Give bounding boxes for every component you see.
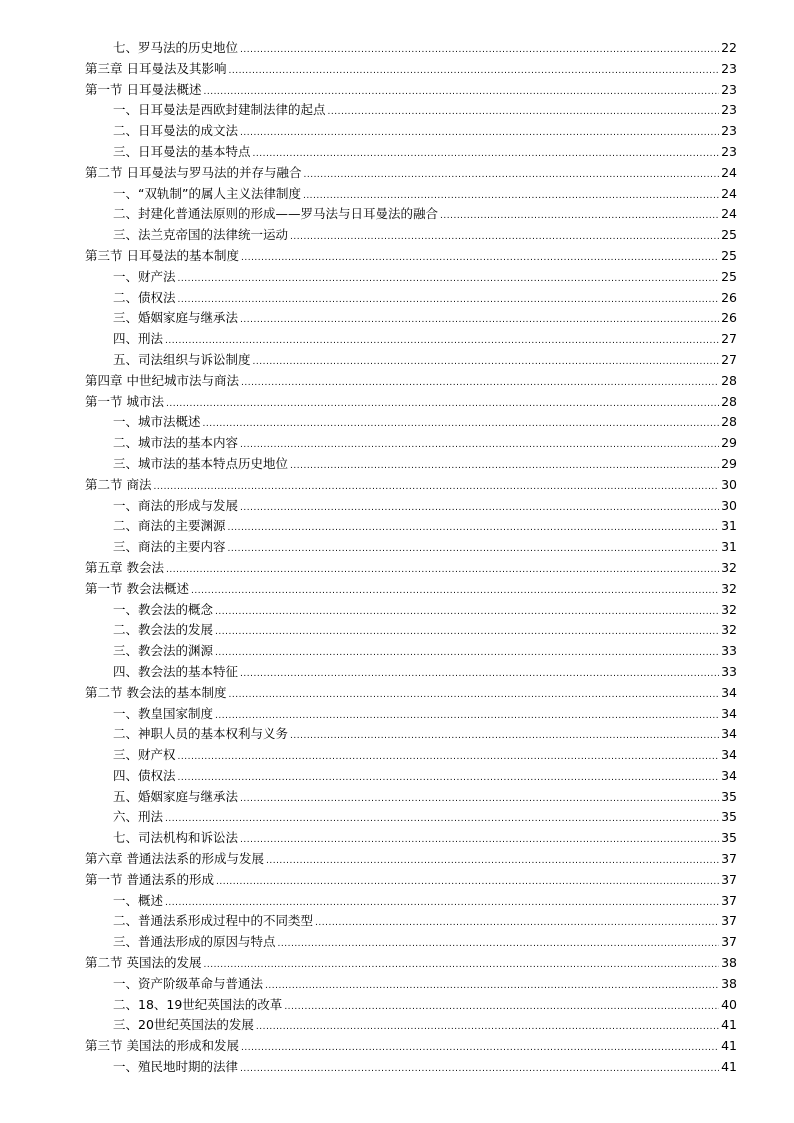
toc-leader-dots: [178, 768, 720, 789]
toc-entry-page-number: 37: [721, 892, 737, 908]
toc-entry-page-number: 34: [721, 726, 737, 742]
toc-entry-title: 二、18、19世纪英国法的改革: [113, 996, 283, 1012]
toc-entry-section[interactable]: [85, 267, 737, 288]
toc-entry-page-number: 24: [721, 206, 737, 222]
toc-leader-dots: [216, 872, 719, 893]
toc-leader-dots: [290, 726, 719, 747]
toc-entry-title: 一、财产法: [113, 268, 176, 284]
toc-leader-dots: [440, 206, 719, 227]
toc-entry-title: 二、教会法的发展: [113, 622, 214, 638]
toc-entry-title: 四、刑法: [113, 331, 164, 347]
toc-entry-page-number: 34: [721, 705, 737, 721]
toc-entry-page-number: 32: [721, 559, 737, 575]
toc-leader-dots: [203, 414, 720, 435]
toc-entry-page-number: 37: [721, 934, 737, 950]
toc-entry-section[interactable]: [85, 807, 737, 828]
toc-entry-section[interactable]: [85, 454, 737, 475]
toc-entry-chapter[interactable]: [85, 1036, 737, 1057]
toc-entry-page-number: 41: [721, 1059, 737, 1075]
toc-entry-section[interactable]: [85, 204, 737, 225]
toc-leader-dots: [165, 809, 719, 830]
toc-entry-page-number: 26: [721, 310, 737, 326]
toc-entry-chapter[interactable]: [85, 392, 737, 413]
toc-leader-dots: [241, 373, 719, 394]
toc-leader-dots: [178, 747, 720, 768]
toc-entry-page-number: 41: [721, 1017, 737, 1033]
toc-entry-chapter[interactable]: [85, 953, 737, 974]
toc-entry-page-number: 26: [721, 289, 737, 305]
toc-entry-page-number: 37: [721, 913, 737, 929]
toc-entry-section[interactable]: [85, 1015, 737, 1036]
toc-entry-page-number: 25: [721, 268, 737, 284]
toc-entry-title: 第三节 美国法的形成和发展: [85, 1038, 239, 1054]
toc-entry-page-number: 29: [721, 435, 737, 451]
toc-entry-title: 一、商法的形成与发展: [113, 497, 239, 513]
toc-leader-dots: [266, 851, 719, 872]
toc-leader-dots: [153, 477, 719, 498]
toc-entry-page-number: 24: [721, 164, 737, 180]
toc-entry-section[interactable]: [85, 288, 737, 309]
toc-leader-dots: [240, 123, 719, 144]
toc-entry-section[interactable]: [85, 121, 737, 142]
toc-entry-page-number: 35: [721, 788, 737, 804]
toc-entry-page-number: 27: [721, 331, 737, 347]
toc-entry-page-number: 38: [721, 955, 737, 971]
toc-leader-dots: [215, 706, 719, 727]
toc-leader-dots: [203, 82, 719, 103]
toc-entry-page-number: 30: [721, 476, 737, 492]
toc-leader-dots: [240, 310, 719, 331]
toc-entry-title: 一、日耳曼法是西欧封建制法律的起点: [113, 102, 326, 118]
toc-entry-section[interactable]: [85, 600, 737, 621]
toc-entry-section[interactable]: [85, 225, 737, 246]
toc-entry-title: 五、婚姻家庭与继承法: [113, 788, 239, 804]
toc-entry-section[interactable]: [85, 911, 737, 932]
toc-leader-dots: [215, 643, 719, 664]
toc-entry-page-number: 41: [721, 1038, 737, 1054]
toc-leader-dots: [203, 955, 719, 976]
toc-entry-chapter[interactable]: [85, 870, 737, 891]
toc-leader-dots: [303, 186, 719, 207]
toc-entry-title: 七、司法机构和诉讼法: [113, 830, 239, 846]
toc-entry-section[interactable]: [85, 142, 737, 163]
toc-leader-dots: [228, 539, 720, 560]
toc-entry-title: 二、商法的主要渊源: [113, 518, 226, 534]
toc-entry-page-number: 23: [721, 123, 737, 139]
toc-leader-dots: [253, 144, 720, 165]
toc-leader-dots: [215, 602, 719, 623]
toc-leader-dots: [241, 1038, 719, 1059]
toc-leader-dots: [253, 352, 720, 373]
toc-entry-page-number: 33: [721, 643, 737, 659]
toc-entry-section[interactable]: [85, 745, 737, 766]
toc-leader-dots: [166, 560, 719, 581]
toc-entry-title: 第二节 商法: [85, 476, 152, 492]
toc-entry-title: 第一节 普通法系的形成: [85, 871, 214, 887]
toc-entry-title: 第一节 城市法: [85, 393, 164, 409]
toc-entry-title: 五、司法组织与诉讼制度: [113, 351, 251, 367]
toc-entry-page-number: 34: [721, 747, 737, 763]
toc-entry-section[interactable]: [85, 641, 737, 662]
toc-entry-section[interactable]: [85, 496, 737, 517]
toc-entry-section[interactable]: [85, 932, 737, 953]
toc-entry-title: 四、债权法: [113, 767, 176, 783]
toc-entry-title: 三、城市法的基本特点历史地位: [113, 455, 289, 471]
toc-leader-dots: [240, 435, 719, 456]
table-of-contents: [85, 38, 737, 1078]
toc-leader-dots: [240, 40, 719, 61]
toc-leader-dots: [290, 227, 719, 248]
toc-leader-dots: [228, 61, 719, 82]
toc-entry-section[interactable]: [85, 100, 737, 121]
toc-entry-section[interactable]: [85, 329, 737, 350]
toc-entry-page-number: 30: [721, 497, 737, 513]
toc-entry-title: 第二节 教会法的基本制度: [85, 684, 227, 700]
toc-entry-page-number: 28: [721, 414, 737, 430]
toc-entry-section[interactable]: [85, 620, 737, 641]
toc-entry-page-number: 37: [721, 871, 737, 887]
toc-entry-section[interactable]: [85, 38, 737, 59]
toc-entry-page-number: 32: [721, 580, 737, 596]
toc-entry-title: 三、教会法的渊源: [113, 643, 214, 659]
toc-entry-chapter[interactable]: [85, 59, 737, 80]
toc-entry-section[interactable]: [85, 412, 737, 433]
toc-entry-title: 第三节 日耳曼法的基本制度: [85, 247, 239, 263]
toc-leader-dots: [191, 581, 719, 602]
toc-entry-page-number: 38: [721, 975, 737, 991]
toc-entry-title: 一、殖民地时期的法律: [113, 1059, 239, 1075]
toc-leader-dots: [240, 1059, 719, 1080]
toc-leader-dots: [228, 518, 720, 539]
toc-entry-section[interactable]: [85, 184, 737, 205]
toc-entry-title: 二、封建化普通法原则的形成——罗马法与日耳曼法的融合: [113, 206, 439, 222]
toc-entry-section[interactable]: [85, 724, 737, 745]
toc-entry-page-number: 32: [721, 622, 737, 638]
toc-entry-page-number: 34: [721, 684, 737, 700]
toc-entry-chapter[interactable]: [85, 849, 737, 870]
toc-leader-dots: [265, 976, 719, 997]
toc-entry-page-number: 23: [721, 60, 737, 76]
toc-leader-dots: [228, 685, 719, 706]
toc-entry-title: 二、日耳曼法的成文法: [113, 123, 239, 139]
toc-entry-title: 一、资产阶级革命与普通法: [113, 975, 264, 991]
toc-entry-title: 第六章 普通法法系的形成与发展: [85, 851, 264, 867]
toc-leader-dots: [240, 664, 719, 685]
toc-entry-chapter[interactable]: [85, 579, 737, 600]
toc-entry-title: 第一节 日耳曼法概述: [85, 81, 202, 97]
toc-entry-chapter[interactable]: [85, 246, 737, 267]
toc-leader-dots: [303, 165, 719, 186]
toc-entry-page-number: 31: [721, 518, 737, 534]
toc-leader-dots: [240, 830, 719, 851]
toc-entry-section[interactable]: [85, 828, 737, 849]
toc-leader-dots: [284, 997, 719, 1018]
toc-entry-title: 二、债权法: [113, 289, 176, 305]
toc-entry-title: 二、神职人员的基本权利与义务: [113, 726, 289, 742]
toc-entry-title: 一、城市法概述: [113, 414, 201, 430]
toc-entry-page-number: 34: [721, 767, 737, 783]
toc-leader-dots: [165, 893, 719, 914]
toc-entry-page-number: 25: [721, 227, 737, 243]
toc-entry-title: 第五章 教会法: [85, 559, 164, 575]
toc-entry-chapter[interactable]: [85, 163, 737, 184]
toc-entry-chapter[interactable]: [85, 80, 737, 101]
toc-entry-section[interactable]: [85, 995, 737, 1016]
toc-entry-page-number: 33: [721, 663, 737, 679]
toc-leader-dots: [278, 934, 720, 955]
toc-entry-page-number: 29: [721, 455, 737, 471]
toc-entry-page-number: 35: [721, 809, 737, 825]
toc-entry-section[interactable]: [85, 308, 737, 329]
toc-leader-dots: [256, 1017, 719, 1038]
toc-entry-title: 三、20世纪英国法的发展: [113, 1017, 254, 1033]
toc-entry-page-number: 25: [721, 247, 737, 263]
toc-entry-title: 第四章 中世纪城市法与商法: [85, 372, 239, 388]
toc-entry-chapter[interactable]: [85, 475, 737, 496]
toc-entry-page-number: 35: [721, 830, 737, 846]
toc-entry-title: 七、罗马法的历史地位: [113, 40, 239, 55]
toc-entry-section[interactable]: [85, 974, 737, 995]
toc-leader-dots: [178, 269, 720, 290]
toc-leader-dots: [178, 290, 720, 311]
toc-entry-title: 第一节 教会法概述: [85, 580, 189, 596]
toc-leader-dots: [328, 102, 720, 123]
toc-entry-chapter[interactable]: [85, 558, 737, 579]
toc-entry-section[interactable]: [85, 350, 737, 371]
toc-entry-page-number: 23: [721, 143, 737, 159]
toc-entry-page-number: 28: [721, 393, 737, 409]
toc-entry-title: 三、财产权: [113, 747, 176, 763]
toc-leader-dots: [240, 789, 719, 810]
toc-leader-dots: [240, 498, 719, 519]
toc-entry-section[interactable]: [85, 891, 737, 912]
toc-entry-title: 第二节 日耳曼法与罗马法的并存与融合: [85, 164, 302, 180]
toc-entry-page-number: 37: [721, 851, 737, 867]
toc-entry-title: 一、“双轨制”的属人主义法律制度: [113, 185, 301, 201]
toc-entry-title: 三、普通法形成的原因与特点: [113, 934, 276, 950]
toc-entry-page-number: 31: [721, 539, 737, 555]
toc-entry-title: 六、刑法: [113, 809, 164, 825]
toc-entry-section[interactable]: [85, 433, 737, 454]
toc-entry-title: 二、城市法的基本内容: [113, 435, 239, 451]
toc-entry-page-number: 32: [721, 601, 737, 617]
toc-entry-title: 三、日耳曼法的基本特点: [113, 143, 251, 159]
toc-leader-dots: [165, 331, 719, 352]
toc-entry-page-number: 23: [721, 102, 737, 118]
toc-entry-page-number: 28: [721, 372, 737, 388]
toc-entry-chapter[interactable]: [85, 683, 737, 704]
toc-entry-title: 第二节 英国法的发展: [85, 955, 202, 971]
toc-entry-title: 四、教会法的基本特征: [113, 663, 239, 679]
toc-entry-section[interactable]: [85, 1057, 737, 1078]
toc-entry-section[interactable]: [85, 537, 737, 558]
toc-entry-section[interactable]: [85, 516, 737, 537]
toc-entry-page-number: 40: [721, 996, 737, 1012]
toc-entry-title: 二、普通法系形成过程中的不同类型: [113, 913, 314, 929]
toc-entry-page-number: 27: [721, 351, 737, 367]
toc-leader-dots: [215, 622, 719, 643]
toc-entry-page-number: 22: [721, 40, 737, 55]
toc-entry-chapter[interactable]: [85, 371, 737, 392]
toc-entry-title: 一、教会法的概念: [113, 601, 214, 617]
toc-leader-dots: [241, 248, 719, 269]
toc-entry-title: 一、教皇国家制度: [113, 705, 214, 721]
toc-leader-dots: [290, 456, 719, 477]
toc-entry-title: 第三章 日耳曼法及其影响: [85, 60, 227, 76]
toc-leader-dots: [166, 394, 719, 415]
toc-entry-title: 三、法兰克帝国的法律统一运动: [113, 227, 289, 243]
toc-entry-title: 一、概述: [113, 892, 164, 908]
toc-entry-section[interactable]: [85, 704, 737, 725]
toc-entry-title: 三、婚姻家庭与继承法: [113, 310, 239, 326]
toc-leader-dots: [315, 913, 719, 934]
toc-entry-page-number: 23: [721, 81, 737, 97]
toc-entry-page-number: 24: [721, 185, 737, 201]
toc-entry-section[interactable]: [85, 766, 737, 787]
toc-entry-section[interactable]: [85, 787, 737, 808]
toc-entry-title: 三、商法的主要内容: [113, 539, 226, 555]
toc-entry-section[interactable]: [85, 662, 737, 683]
